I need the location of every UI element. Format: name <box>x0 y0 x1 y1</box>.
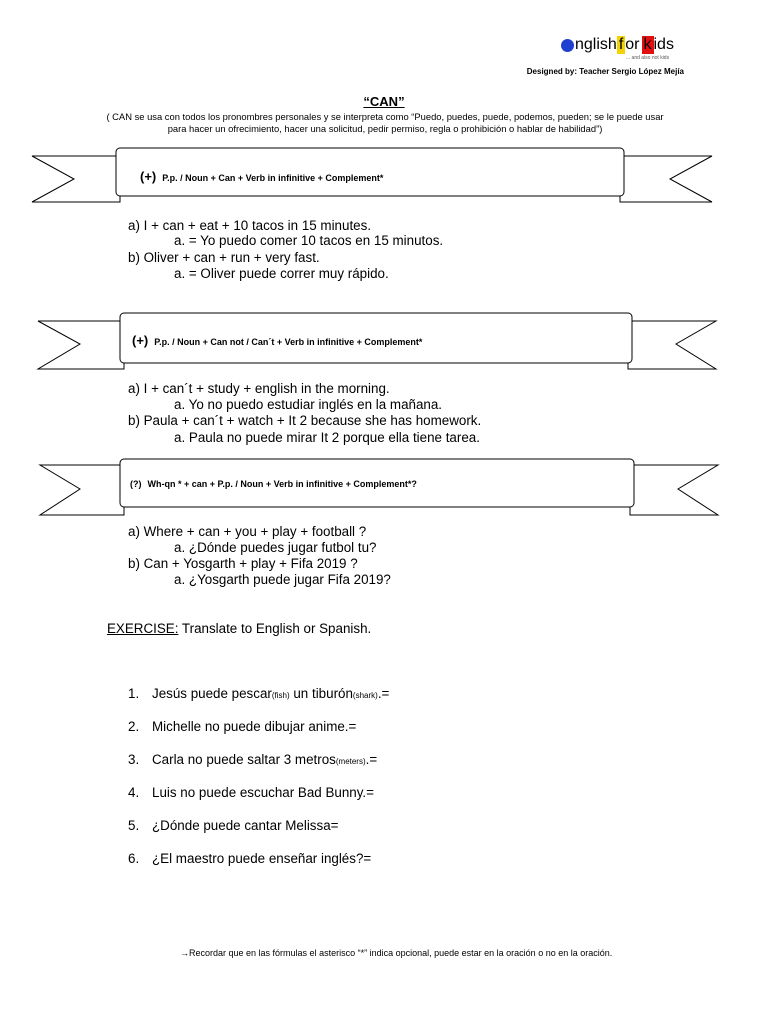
example-line: b) Can + Yosgarth + play + Fifa 2019 ? <box>128 556 358 571</box>
formula-banner-1 <box>0 144 768 214</box>
formula-sign: (?) <box>130 479 142 489</box>
example-translation: a. Paula no puede mirar It 2 porque ella tiene tarea. <box>174 430 480 445</box>
logo-subtitle: ... and also not kids <box>626 55 670 61</box>
exercise-item: 3. Carla no puede saltar 3 metros(meters).= <box>128 752 378 767</box>
formula-3 <box>130 479 417 489</box>
formula-1 <box>140 169 383 184</box>
designed-by: Designed by: Teacher Sergio López Mejía <box>526 67 684 76</box>
example-translation: a. ¿Yosgarth puede jugar Fifa 2019? <box>174 572 391 587</box>
logo-letter-f: f <box>618 36 624 53</box>
exercise-label: EXERCISE: <box>107 621 179 636</box>
footnote: →Recordar que en las fórmulas el asterisco “*” indica opcional, puede estar en la oración o no en la oración. <box>180 948 613 958</box>
example-line: b) Oliver + can + run + very fast. <box>128 250 320 265</box>
logo-text-ids: ids <box>653 36 674 53</box>
exercise-item: 5. ¿Dónde puede cantar Melissa= <box>128 818 339 833</box>
logo-text-main: nglish <box>575 36 617 53</box>
example-line: a) I + can + eat + 10 tacos in 15 minutes. <box>128 218 372 233</box>
exercise-item: 4. Luis no puede escuchar Bad Bunny.= <box>128 785 374 800</box>
exercise-instruction: Translate to English or Spanish. <box>178 621 372 636</box>
exercise-item: 1. Jesús puede pescar(fish) un tiburón(shark).= <box>128 686 390 701</box>
example-translation: a. = Yo puedo comer 10 tacos en 15 minutos. <box>174 233 444 248</box>
exercise-item: 2. Michelle no puede dibujar anime.= <box>128 719 357 734</box>
logo <box>561 34 674 56</box>
logo-text-or: or <box>625 36 640 53</box>
example-line: a) I + can´t + study + english in the morning. <box>128 381 390 396</box>
example-translation: a. Yo no puedo estudiar inglés en la mañana. <box>174 397 443 412</box>
exercise-item: 6. ¿El maestro puede enseñar inglés?= <box>128 851 372 866</box>
blue-circle-icon <box>561 39 574 52</box>
formula-sign: (+) <box>132 333 149 348</box>
page-title: “CAN” <box>363 94 405 109</box>
formula-text: P.p. / Noun + Can + Verb in infinitive + Complement* <box>162 173 384 183</box>
example-translation: a. ¿Dónde puedes jugar futbol tu? <box>174 540 377 555</box>
formula-text: Wh-qn * + can + P.p. / Noun + Verb in infinitive + Complement*? <box>147 479 417 489</box>
example-translation: a. = Oliver puede correr muy rápido. <box>174 266 389 281</box>
exercise-heading <box>107 621 371 636</box>
formula-2 <box>132 333 422 348</box>
formula-text: P.p. / Noun + Can not / Can´t + Verb in infinitive + Complement* <box>154 337 423 347</box>
example-line: b) Paula + can´t + watch + It 2 because she has homework. <box>128 413 482 428</box>
formula-sign: (+) <box>140 169 157 184</box>
logo-letter-k: k <box>643 36 652 53</box>
intro-text: ( CAN se usa con todos los pronombres personales y se interpreta como “Puedo, puedes, puede, podemos, pueden; se le puede usar para hacer un ofrecimiento, hacer una solicitud, pedir permiso, regla o prohibición o hablar de habilidad”) <box>106 111 664 134</box>
example-line: a) Where + can + you + play + football ? <box>128 524 367 539</box>
